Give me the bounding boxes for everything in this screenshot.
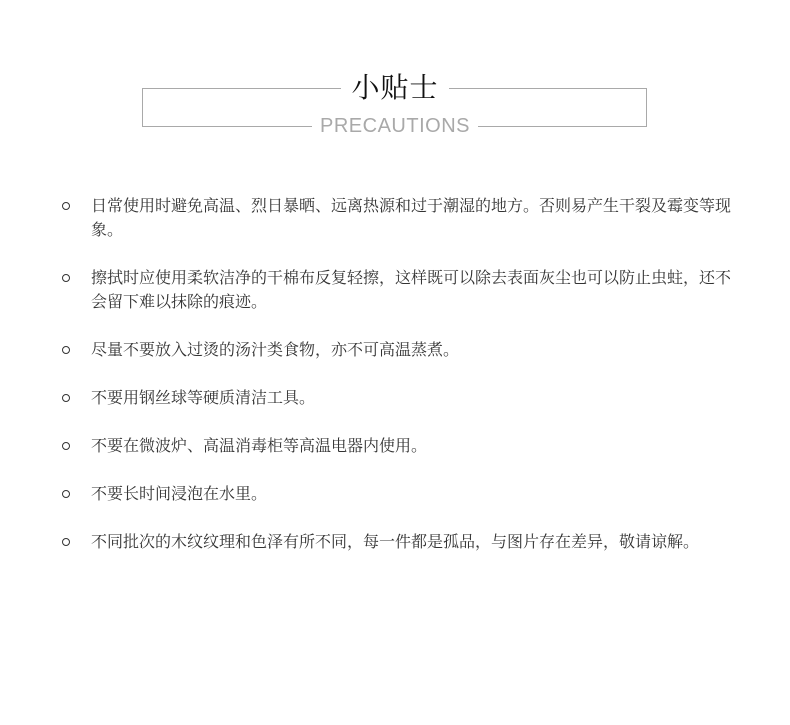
list-item xyxy=(0,338,790,362)
title-frame xyxy=(142,88,647,127)
tip-text: 不要用钢丝球等硬质清洁工具。 xyxy=(91,388,316,407)
circle-bullet-icon xyxy=(62,394,70,402)
tip-text: 不同批次的木纹纹理和色泽有所不同，每一件都是孤品，与图片存在差异，敬请谅解。 xyxy=(91,532,700,551)
circle-bullet-icon xyxy=(62,538,70,546)
page-title: 小贴士 xyxy=(341,70,448,106)
circle-bullet-icon xyxy=(62,442,70,450)
list-item xyxy=(0,386,790,410)
list-item xyxy=(0,194,790,242)
tip-text: 不要长时间浸泡在水里。 xyxy=(91,484,268,503)
tip-text: 不要在微波炉、高温消毒柜等高温电器内使用。 xyxy=(91,436,428,455)
list-item xyxy=(0,482,790,506)
list-item xyxy=(0,434,790,458)
list-item xyxy=(0,266,790,314)
list-item xyxy=(0,530,790,554)
precautions-list xyxy=(0,194,790,578)
page-subtitle: PRECAUTIONS xyxy=(312,113,478,139)
tip-text: 尽量不要放入过烫的汤汁类食物，亦不可高温蒸煮。 xyxy=(91,340,460,359)
circle-bullet-icon xyxy=(62,346,70,354)
circle-bullet-icon xyxy=(62,202,70,210)
circle-bullet-icon xyxy=(62,274,70,282)
circle-bullet-icon xyxy=(62,490,70,498)
section-header xyxy=(0,0,790,140)
tip-text: 擦拭时应使用柔软洁净的干棉布反复轻擦，这样既可以除去表面灰尘也可以防止虫蛀，还不会留下难以抹除的痕迹。 xyxy=(91,268,732,311)
tip-text: 日常使用时避免高温、烈日暴晒、远离热源和过于潮湿的地方。否则易产生干裂及霉变等现象。 xyxy=(91,196,732,239)
